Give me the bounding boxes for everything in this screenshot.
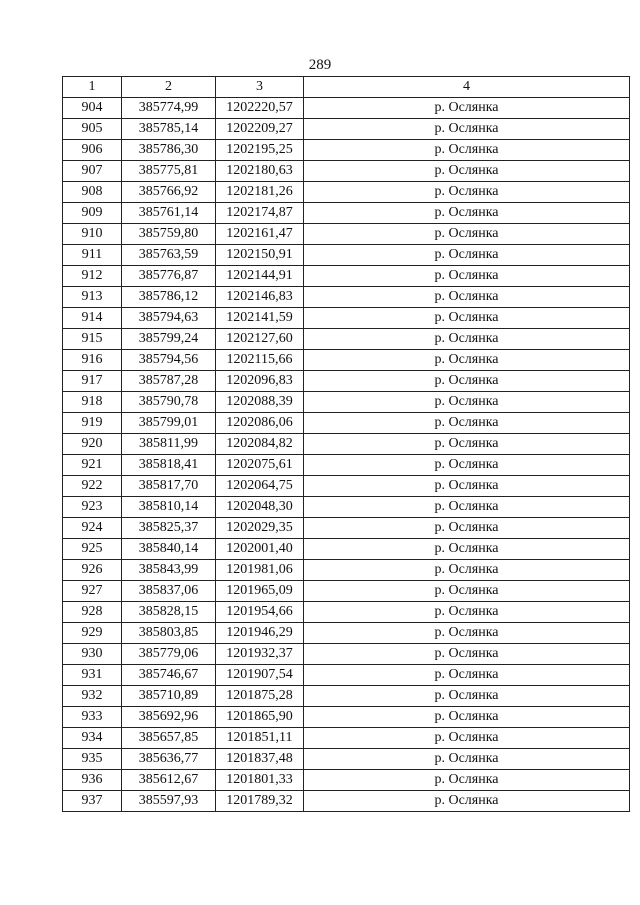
description-cell: р. Ослянка	[304, 497, 630, 518]
table-row	[63, 518, 630, 539]
description-cell: р. Ослянка	[304, 350, 630, 371]
table-row	[63, 329, 630, 350]
y-coordinate-cell: 1201965,09	[216, 581, 304, 602]
x-coordinate-cell: 385657,85	[122, 728, 216, 749]
x-coordinate-cell: 385790,78	[122, 392, 216, 413]
table-row	[63, 161, 630, 182]
description-cell: р. Ослянка	[304, 434, 630, 455]
point-number-cell: 913	[63, 287, 122, 308]
point-number-cell: 929	[63, 623, 122, 644]
table-row	[63, 455, 630, 476]
description-cell: р. Ослянка	[304, 602, 630, 623]
description-cell: р. Ослянка	[304, 791, 630, 812]
coordinates-table	[62, 76, 630, 812]
y-coordinate-cell: 1201851,11	[216, 728, 304, 749]
description-cell: р. Ослянка	[304, 518, 630, 539]
y-coordinate-cell: 1202075,61	[216, 455, 304, 476]
point-number-cell: 911	[63, 245, 122, 266]
table-row	[63, 245, 630, 266]
x-coordinate-cell: 385761,14	[122, 203, 216, 224]
x-coordinate-cell: 385612,67	[122, 770, 216, 791]
y-coordinate-cell: 1202048,30	[216, 497, 304, 518]
description-cell: р. Ослянка	[304, 203, 630, 224]
point-number-cell: 922	[63, 476, 122, 497]
y-coordinate-cell: 1202146,83	[216, 287, 304, 308]
point-number-cell: 918	[63, 392, 122, 413]
table-row	[63, 791, 630, 812]
point-number-cell: 923	[63, 497, 122, 518]
x-coordinate-cell: 385763,59	[122, 245, 216, 266]
table-body	[63, 98, 630, 812]
y-coordinate-cell: 1201981,06	[216, 560, 304, 581]
x-coordinate-cell: 385746,67	[122, 665, 216, 686]
x-coordinate-cell: 385837,06	[122, 581, 216, 602]
table-row	[63, 119, 630, 140]
table-row	[63, 497, 630, 518]
x-coordinate-cell: 385799,24	[122, 329, 216, 350]
description-cell: р. Ослянка	[304, 665, 630, 686]
y-coordinate-cell: 1202181,26	[216, 182, 304, 203]
point-number-cell: 917	[63, 371, 122, 392]
point-number-cell: 927	[63, 581, 122, 602]
table-row	[63, 371, 630, 392]
point-number-cell: 935	[63, 749, 122, 770]
x-coordinate-cell: 385710,89	[122, 686, 216, 707]
description-cell: р. Ослянка	[304, 308, 630, 329]
y-coordinate-cell: 1202161,47	[216, 224, 304, 245]
table-row	[63, 182, 630, 203]
description-cell: р. Ослянка	[304, 476, 630, 497]
table-row	[63, 539, 630, 560]
point-number-cell: 926	[63, 560, 122, 581]
description-cell: р. Ослянка	[304, 266, 630, 287]
point-number-cell: 937	[63, 791, 122, 812]
y-coordinate-cell: 1201865,90	[216, 707, 304, 728]
point-number-cell: 908	[63, 182, 122, 203]
table-row	[63, 686, 630, 707]
table-row	[63, 476, 630, 497]
table-row	[63, 602, 630, 623]
x-coordinate-cell: 385794,56	[122, 350, 216, 371]
y-coordinate-cell: 1202220,57	[216, 98, 304, 119]
table-row	[63, 749, 630, 770]
x-coordinate-cell: 385692,96	[122, 707, 216, 728]
point-number-cell: 904	[63, 98, 122, 119]
description-cell: р. Ослянка	[304, 581, 630, 602]
y-coordinate-cell: 1202084,82	[216, 434, 304, 455]
description-cell: р. Ослянка	[304, 560, 630, 581]
point-number-cell: 907	[63, 161, 122, 182]
table-row	[63, 707, 630, 728]
point-number-cell: 910	[63, 224, 122, 245]
y-coordinate-cell: 1201837,48	[216, 749, 304, 770]
x-coordinate-cell: 385759,80	[122, 224, 216, 245]
point-number-cell: 921	[63, 455, 122, 476]
table-row	[63, 560, 630, 581]
y-coordinate-cell: 1202088,39	[216, 392, 304, 413]
description-cell: р. Ослянка	[304, 623, 630, 644]
point-number-cell: 920	[63, 434, 122, 455]
y-coordinate-cell: 1202144,91	[216, 266, 304, 287]
description-cell: р. Ослянка	[304, 749, 630, 770]
x-coordinate-cell: 385786,12	[122, 287, 216, 308]
description-cell: р. Ослянка	[304, 455, 630, 476]
table-row	[63, 140, 630, 161]
point-number-cell: 925	[63, 539, 122, 560]
description-cell: р. Ослянка	[304, 728, 630, 749]
y-coordinate-cell: 1202180,63	[216, 161, 304, 182]
x-coordinate-cell: 385779,06	[122, 644, 216, 665]
table-row	[63, 728, 630, 749]
header-col-4: 4	[304, 77, 630, 98]
point-number-cell: 916	[63, 350, 122, 371]
point-number-cell: 909	[63, 203, 122, 224]
x-coordinate-cell: 385776,87	[122, 266, 216, 287]
x-coordinate-cell: 385786,30	[122, 140, 216, 161]
point-number-cell: 933	[63, 707, 122, 728]
table-header	[63, 77, 630, 98]
table-row	[63, 392, 630, 413]
y-coordinate-cell: 1202086,06	[216, 413, 304, 434]
y-coordinate-cell: 1201954,66	[216, 602, 304, 623]
description-cell: р. Ослянка	[304, 644, 630, 665]
point-number-cell: 931	[63, 665, 122, 686]
description-cell: р. Ослянка	[304, 770, 630, 791]
point-number-cell: 930	[63, 644, 122, 665]
header-row	[63, 77, 630, 98]
table-row	[63, 287, 630, 308]
point-number-cell: 906	[63, 140, 122, 161]
point-number-cell: 932	[63, 686, 122, 707]
y-coordinate-cell: 1202174,87	[216, 203, 304, 224]
x-coordinate-cell: 385840,14	[122, 539, 216, 560]
header-col-1: 1	[63, 77, 122, 98]
y-coordinate-cell: 1202001,40	[216, 539, 304, 560]
description-cell: р. Ослянка	[304, 707, 630, 728]
description-cell: р. Ослянка	[304, 287, 630, 308]
table-row	[63, 770, 630, 791]
y-coordinate-cell: 1201801,33	[216, 770, 304, 791]
x-coordinate-cell: 385825,37	[122, 518, 216, 539]
x-coordinate-cell: 385775,81	[122, 161, 216, 182]
page-number: 289	[308, 57, 332, 73]
x-coordinate-cell: 385787,28	[122, 371, 216, 392]
header-col-3: 3	[216, 77, 304, 98]
point-number-cell: 914	[63, 308, 122, 329]
table-row	[63, 98, 630, 119]
x-coordinate-cell: 385785,14	[122, 119, 216, 140]
y-coordinate-cell: 1202141,59	[216, 308, 304, 329]
table-row	[63, 266, 630, 287]
point-number-cell: 936	[63, 770, 122, 791]
y-coordinate-cell: 1201946,29	[216, 623, 304, 644]
point-number-cell: 934	[63, 728, 122, 749]
point-number-cell: 924	[63, 518, 122, 539]
x-coordinate-cell: 385766,92	[122, 182, 216, 203]
description-cell: р. Ослянка	[304, 140, 630, 161]
table-row	[63, 644, 630, 665]
y-coordinate-cell: 1201907,54	[216, 665, 304, 686]
description-cell: р. Ослянка	[304, 245, 630, 266]
x-coordinate-cell: 385799,01	[122, 413, 216, 434]
x-coordinate-cell: 385597,93	[122, 791, 216, 812]
description-cell: р. Ослянка	[304, 371, 630, 392]
table-row	[63, 581, 630, 602]
y-coordinate-cell: 1202115,66	[216, 350, 304, 371]
x-coordinate-cell: 385811,99	[122, 434, 216, 455]
description-cell: р. Ослянка	[304, 329, 630, 350]
y-coordinate-cell: 1202096,83	[216, 371, 304, 392]
y-coordinate-cell: 1201932,37	[216, 644, 304, 665]
description-cell: р. Ослянка	[304, 539, 630, 560]
x-coordinate-cell: 385636,77	[122, 749, 216, 770]
table-row	[63, 350, 630, 371]
x-coordinate-cell: 385794,63	[122, 308, 216, 329]
y-coordinate-cell: 1202064,75	[216, 476, 304, 497]
table-row	[63, 665, 630, 686]
y-coordinate-cell: 1202127,60	[216, 329, 304, 350]
y-coordinate-cell: 1202195,25	[216, 140, 304, 161]
x-coordinate-cell: 385810,14	[122, 497, 216, 518]
description-cell: р. Ослянка	[304, 392, 630, 413]
x-coordinate-cell: 385828,15	[122, 602, 216, 623]
y-coordinate-cell: 1201789,32	[216, 791, 304, 812]
x-coordinate-cell: 385774,99	[122, 98, 216, 119]
description-cell: р. Ослянка	[304, 98, 630, 119]
description-cell: р. Ослянка	[304, 182, 630, 203]
description-cell: р. Ослянка	[304, 161, 630, 182]
table-row	[63, 623, 630, 644]
y-coordinate-cell: 1202150,91	[216, 245, 304, 266]
description-cell: р. Ослянка	[304, 224, 630, 245]
table-row	[63, 203, 630, 224]
table-row	[63, 413, 630, 434]
x-coordinate-cell: 385818,41	[122, 455, 216, 476]
header-col-2: 2	[122, 77, 216, 98]
y-coordinate-cell: 1202029,35	[216, 518, 304, 539]
description-cell: р. Ослянка	[304, 686, 630, 707]
description-cell: р. Ослянка	[304, 119, 630, 140]
x-coordinate-cell: 385817,70	[122, 476, 216, 497]
point-number-cell: 915	[63, 329, 122, 350]
table-row	[63, 434, 630, 455]
description-cell: р. Ослянка	[304, 413, 630, 434]
point-number-cell: 928	[63, 602, 122, 623]
table-row	[63, 308, 630, 329]
point-number-cell: 912	[63, 266, 122, 287]
point-number-cell: 919	[63, 413, 122, 434]
x-coordinate-cell: 385843,99	[122, 560, 216, 581]
y-coordinate-cell: 1202209,27	[216, 119, 304, 140]
table-row	[63, 224, 630, 245]
y-coordinate-cell: 1201875,28	[216, 686, 304, 707]
x-coordinate-cell: 385803,85	[122, 623, 216, 644]
point-number-cell: 905	[63, 119, 122, 140]
